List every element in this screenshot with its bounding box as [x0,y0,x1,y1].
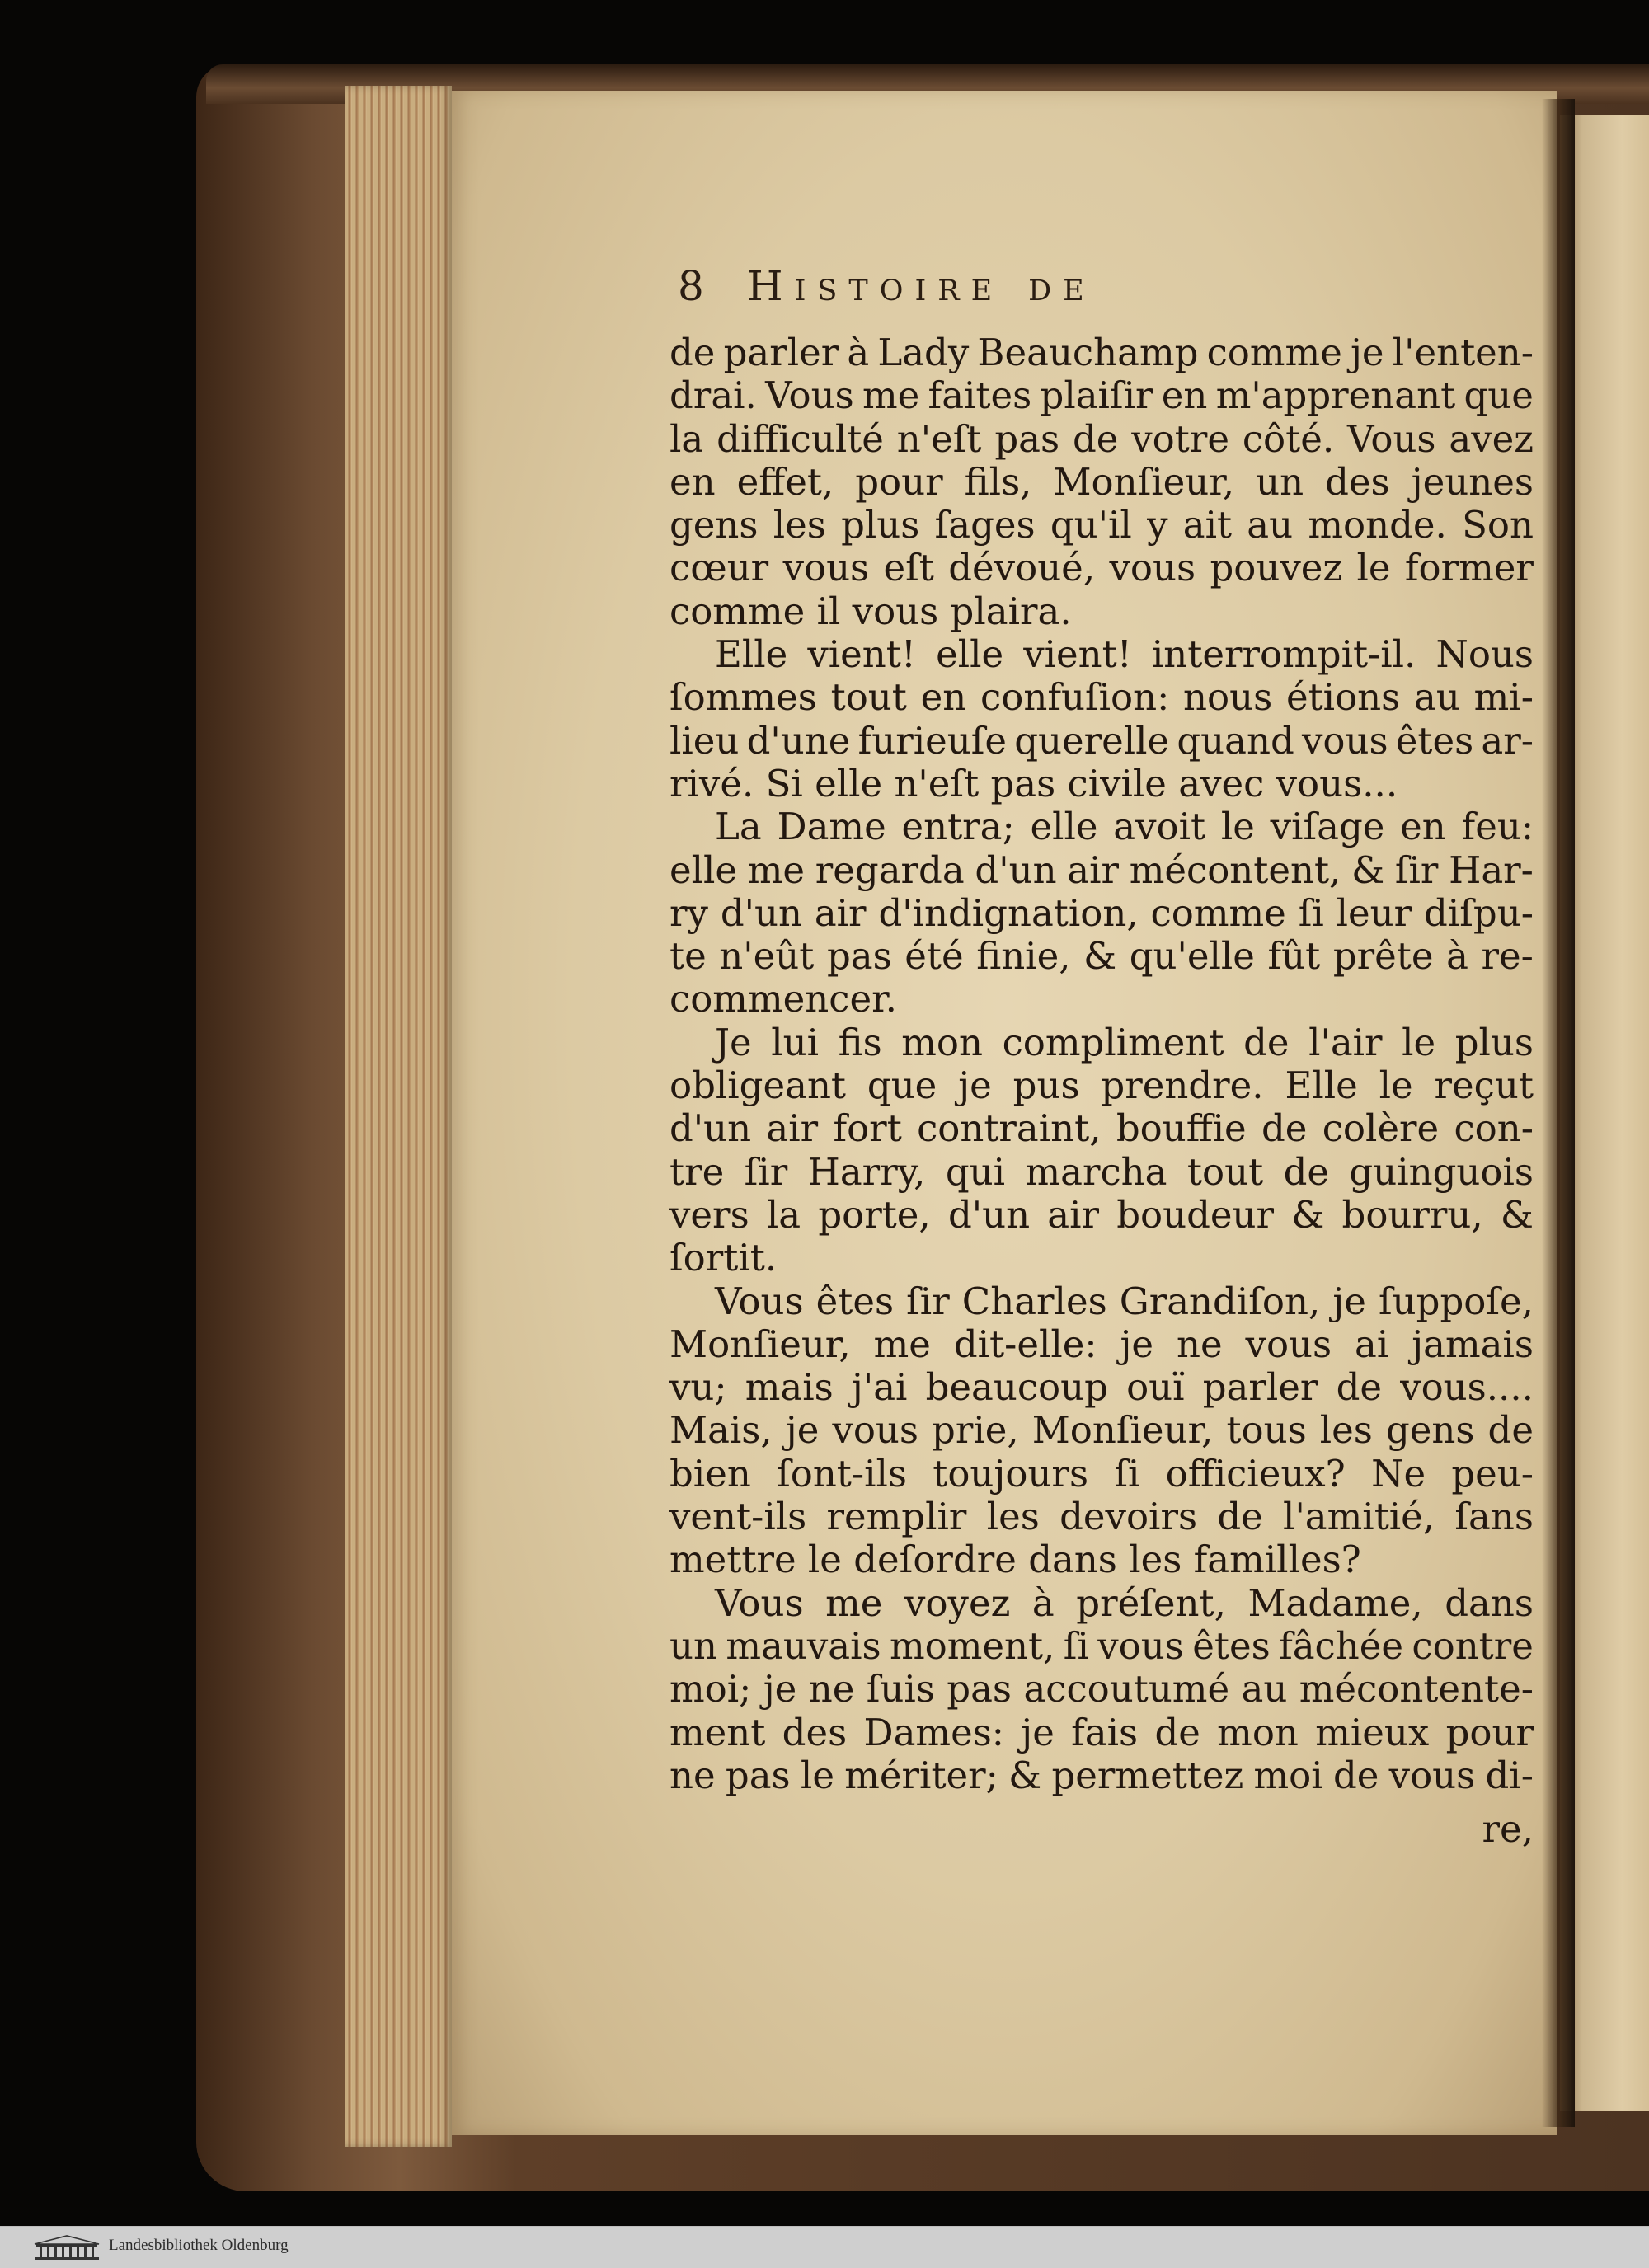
word: ſont-ils [777,1452,907,1496]
word: en [920,676,967,720]
word: devoirs [1059,1496,1198,1539]
word: le [1220,805,1255,849]
word: compliment [1002,1021,1224,1064]
word: je [1332,1280,1366,1323]
word: Nous [1435,633,1534,677]
word: plus [841,504,920,547]
word: à [1031,1581,1055,1625]
word: de [1154,1711,1200,1754]
word: eſt [883,547,934,590]
word: permettez [1051,1754,1244,1797]
word: n'eût [719,935,815,979]
word: d'indignation, [878,891,1139,935]
word: la [669,417,704,461]
word: vous [1388,1754,1476,1797]
word: Monſieur, [1053,460,1235,504]
text-line [669,1453,1534,1496]
word: pas [994,417,1060,461]
text-line [669,1280,1534,1323]
word: fais [1071,1711,1139,1754]
word: La [715,805,762,849]
word: au [1247,504,1294,547]
word: Mais, [669,1409,773,1453]
word: vous [782,547,870,590]
word: au [1414,676,1460,720]
text-line [669,1366,1534,1409]
word: difficulté [716,417,884,461]
word: guinguois [1349,1150,1534,1194]
word: d'une [746,719,851,763]
word: remplir [826,1496,967,1539]
word: vient! [1023,633,1132,677]
text-block [669,331,1534,1797]
text-line [669,418,1534,461]
word: Harry, [807,1150,926,1194]
word: ne [1176,1322,1223,1366]
text-line [669,461,1534,504]
text-line [669,633,1534,676]
word: querelle [1014,719,1170,763]
word: de [1217,1496,1263,1539]
word: n'eſt [896,417,982,461]
word: les [986,1496,1040,1539]
word: êtes [815,1280,895,1323]
word: l'air [1308,1021,1383,1064]
word: tre [669,1150,725,1194]
word: parler [1202,1366,1318,1410]
word: boudeur [1116,1193,1275,1237]
word: lieu [669,719,740,763]
word: & [1008,1754,1042,1797]
word: fût [1267,935,1321,979]
word: en [1161,374,1208,418]
word: pour [855,460,943,504]
word: prête [1332,935,1434,979]
word: prendre. [1101,1064,1264,1108]
word: ai [1355,1322,1389,1366]
word: dit-elle: [953,1322,1097,1366]
word: l'amitié, [1283,1496,1435,1539]
text-line [669,892,1534,935]
text-line [669,1107,1534,1150]
word: plaiſir [1040,374,1153,418]
word: vous [1245,1322,1332,1366]
word: confuſion: [980,676,1170,720]
word: à [847,331,870,374]
word: bouffie [1116,1107,1247,1151]
word: vient! [807,633,916,677]
word: Grandiſon, [1119,1280,1321,1323]
word: Monſieur, [669,1322,851,1366]
word: ne [669,1754,716,1797]
word: de [1261,1107,1308,1151]
text-line [669,935,1534,978]
word: je [1350,331,1384,374]
word: reçut [1434,1064,1534,1108]
word: comme [1206,331,1342,374]
word: ſans [1454,1496,1534,1539]
word: me [873,1322,931,1366]
word: vers [669,1193,749,1237]
text-line [669,1323,1534,1366]
word: ry [669,891,708,935]
word: tous [1226,1409,1307,1453]
word: ar- [1481,719,1534,763]
text-line [669,1582,1534,1625]
word: je [1120,1322,1154,1366]
text-line [669,676,1534,719]
text-line: commencer. [669,978,897,1021]
word: entra; [901,805,1015,849]
word: voyez [904,1581,1011,1625]
word: & [1083,935,1117,979]
text-line [669,374,1534,417]
word: jeunes [1411,460,1534,504]
word: bourru, [1341,1193,1483,1237]
word: effet, [736,460,834,504]
text-line [669,1021,1534,1064]
page-number: 8 [678,262,704,310]
word: Je [715,1021,752,1064]
word: Son [1462,504,1534,547]
word: les [773,504,826,547]
word: Elle [715,633,788,677]
word: Lady [877,331,970,374]
word: marcha [1025,1150,1167,1194]
word: pour [1445,1711,1534,1754]
word: air [814,891,867,935]
word: Ne [1371,1452,1426,1496]
word: des [782,1711,848,1754]
word: beaucoup [925,1366,1108,1410]
word: vous [1097,1624,1184,1668]
word: dans [1445,1581,1534,1625]
word: d'un [947,1193,1031,1237]
word: toujours [933,1452,1089,1496]
word: Vous [715,1581,804,1625]
word: mon [1217,1711,1299,1754]
word: ſir [1394,848,1439,892]
word: feu: [1461,805,1534,849]
word: été [904,935,964,979]
word: je [958,1064,992,1108]
word: elle [1030,805,1098,849]
word: des [1325,460,1390,504]
word: Dame [777,805,886,849]
word: Vous [1346,417,1436,461]
word: Har- [1449,848,1534,892]
word: fort [833,1107,902,1151]
word: préſent, [1076,1581,1226,1625]
word: pus [1012,1064,1080,1108]
word: monde. [1308,504,1447,547]
text-line [669,849,1534,892]
word: qui [945,1150,1006,1194]
word: viſage [1270,805,1385,849]
word: étions [1285,676,1401,720]
word: Madame, [1247,1581,1423,1625]
word: au [1241,1668,1288,1712]
word: ait [1182,504,1233,547]
word: les [1319,1409,1373,1453]
word: mieux [1315,1711,1430,1754]
word: contraint, [917,1107,1102,1151]
text-line [669,1064,1534,1107]
word: lui [771,1021,820,1064]
word: ſi [1063,1624,1089,1668]
word: de [669,331,716,374]
word: ſuppoſe, [1379,1280,1534,1323]
word: de [1072,417,1119,461]
word: porte, [818,1193,931,1237]
word: que [867,1064,937,1108]
word: que [1463,374,1534,418]
text-line [669,1625,1534,1668]
word: le [1356,547,1391,590]
word: j'ai [851,1366,908,1410]
text-line [669,547,1534,589]
word: pas [947,1668,1012,1712]
word: prie, [932,1409,1019,1453]
word: air [1067,848,1119,892]
word: en [669,460,716,504]
word: d'un [720,891,802,935]
word: ſuis [866,1668,935,1712]
word: interrompit-il. [1151,633,1416,677]
word: gens [669,504,759,547]
word: avoit [1113,805,1206,849]
text-line [669,1754,1534,1797]
word: con- [1454,1107,1534,1151]
word: pas [826,935,892,979]
catchword: re, [1482,1807,1534,1851]
word: en [1400,805,1446,849]
word: regarda [815,848,965,892]
word: parler [723,331,839,374]
word: mécontente- [1299,1668,1534,1712]
word: ſages [934,504,1036,547]
word: & [1291,1193,1325,1237]
running-title: Histoire de [747,262,1096,310]
word: ſir [744,1150,788,1194]
gutter-shadow [1542,99,1575,2127]
word: te [669,935,707,979]
word: elle [936,633,1004,677]
word: vous [1109,547,1196,590]
word: pas [725,1754,791,1797]
word: de [1243,1021,1290,1064]
word: qu'il [1050,504,1132,547]
word: peu- [1451,1452,1534,1496]
word: dévoué, [948,547,1096,590]
text-line [669,1668,1534,1711]
word: ſommes [669,676,817,720]
footer-bar [0,2226,1649,2268]
word: vous [1301,719,1388,763]
page-edges [345,86,452,2147]
word: re- [1481,935,1534,979]
text-line: mettre le deſordre dans les familles? [669,1538,1361,1582]
text-line [669,331,1534,374]
word: un [669,1624,717,1668]
word: de [1332,1754,1379,1797]
text-line: rivé. Si elle n'eſt pas civile avec vous... [669,762,1398,805]
word: obligeant [669,1064,847,1108]
text-line [669,1151,1534,1194]
word: de [1283,1150,1329,1194]
text-line [669,504,1534,547]
word: fils, [964,460,1032,504]
word: vous.... [1400,1366,1534,1410]
word: qu'elle [1129,935,1255,979]
word: ſi [1114,1452,1140,1496]
word: Vous [715,1280,804,1323]
word: ouï [1126,1366,1185,1410]
word: air [766,1107,819,1151]
word: Elle [1285,1064,1358,1108]
word: le [1402,1021,1436,1064]
text-line: comme il vous plaira. [669,589,1072,633]
word: êtes [1192,1624,1271,1668]
text-line [669,1409,1534,1452]
text-line: ſortit. [669,1237,778,1280]
word: me [747,848,806,892]
word: avez [1449,417,1534,461]
word: furieuſe [857,719,1008,763]
word: faites [928,374,1032,418]
footer-label: Landesbibliothek Oldenburg [109,2237,289,2254]
word: leur [1336,891,1412,935]
word: pouvez [1210,547,1343,590]
word: & [1351,848,1385,892]
word: vent-ils [669,1496,807,1539]
word: le [800,1754,834,1797]
word: finie, [976,935,1071,979]
word: votre [1131,417,1229,461]
word: accoutumé [1023,1668,1230,1712]
word: Beauchamp [977,331,1199,374]
word: je [1021,1711,1055,1754]
word: y [1147,504,1168,547]
word: ment [669,1711,766,1754]
text-line [669,1712,1534,1754]
word: côté. [1242,417,1335,461]
word: tout [1186,1150,1264,1194]
word: jamais [1412,1322,1534,1366]
word: vu; [669,1366,727,1410]
word: moi [1253,1754,1323,1797]
word: air [1047,1193,1100,1237]
word: de [1487,1409,1534,1453]
text-line [669,720,1534,763]
word: moment, [889,1624,1055,1668]
word: moi; [669,1668,752,1712]
word: ſir [906,1280,950,1323]
word: officieux? [1165,1452,1346,1496]
word: Vous [765,374,854,418]
word: mi- [1473,676,1534,720]
word: Charles [961,1280,1107,1323]
word: le [1379,1064,1413,1108]
word: d'un [669,1107,752,1151]
word: nous [1183,676,1273,720]
word: fis [838,1021,882,1064]
word: gens [1385,1409,1475,1453]
word: ſi [1298,891,1324,935]
word: à [1446,935,1468,979]
text-line [669,805,1534,848]
word: ne [808,1668,855,1712]
word: mais [745,1366,834,1410]
word: mon [901,1021,983,1064]
text-line [669,1496,1534,1538]
word: de [1336,1366,1382,1410]
word: je [763,1668,797,1712]
word: & [1500,1193,1534,1237]
word: d'un [975,848,1057,892]
word: Monſieur, [1031,1409,1214,1453]
word: vous [832,1409,918,1453]
word: tout [830,676,907,720]
word: fâchée [1279,1624,1404,1668]
word: drai. [669,374,757,418]
library-building-icon [33,2234,101,2261]
word: cœur [669,547,769,590]
running-head [678,262,1502,328]
word: comme [1150,891,1286,935]
word: bien [669,1452,751,1496]
word: me [862,374,920,418]
word: mécontent, [1129,848,1341,892]
word: plus [1454,1021,1534,1064]
word: Dames: [863,1711,1004,1754]
text-line [669,1194,1534,1237]
word: mauvais [726,1624,881,1668]
word: un [1256,460,1304,504]
word: la [766,1193,801,1237]
word: diſpu- [1424,891,1534,935]
word: di- [1485,1754,1534,1797]
word: former [1404,547,1534,590]
word: l'enten- [1392,331,1534,374]
word: me [825,1581,883,1625]
word: je [785,1409,820,1453]
word: êtes [1395,719,1474,763]
word: contre [1412,1624,1534,1668]
word: elle [669,848,738,892]
word: m'apprenant [1215,374,1456,418]
word: mériter; [844,1754,998,1797]
word: colère [1322,1107,1440,1151]
word: quand [1177,719,1294,763]
